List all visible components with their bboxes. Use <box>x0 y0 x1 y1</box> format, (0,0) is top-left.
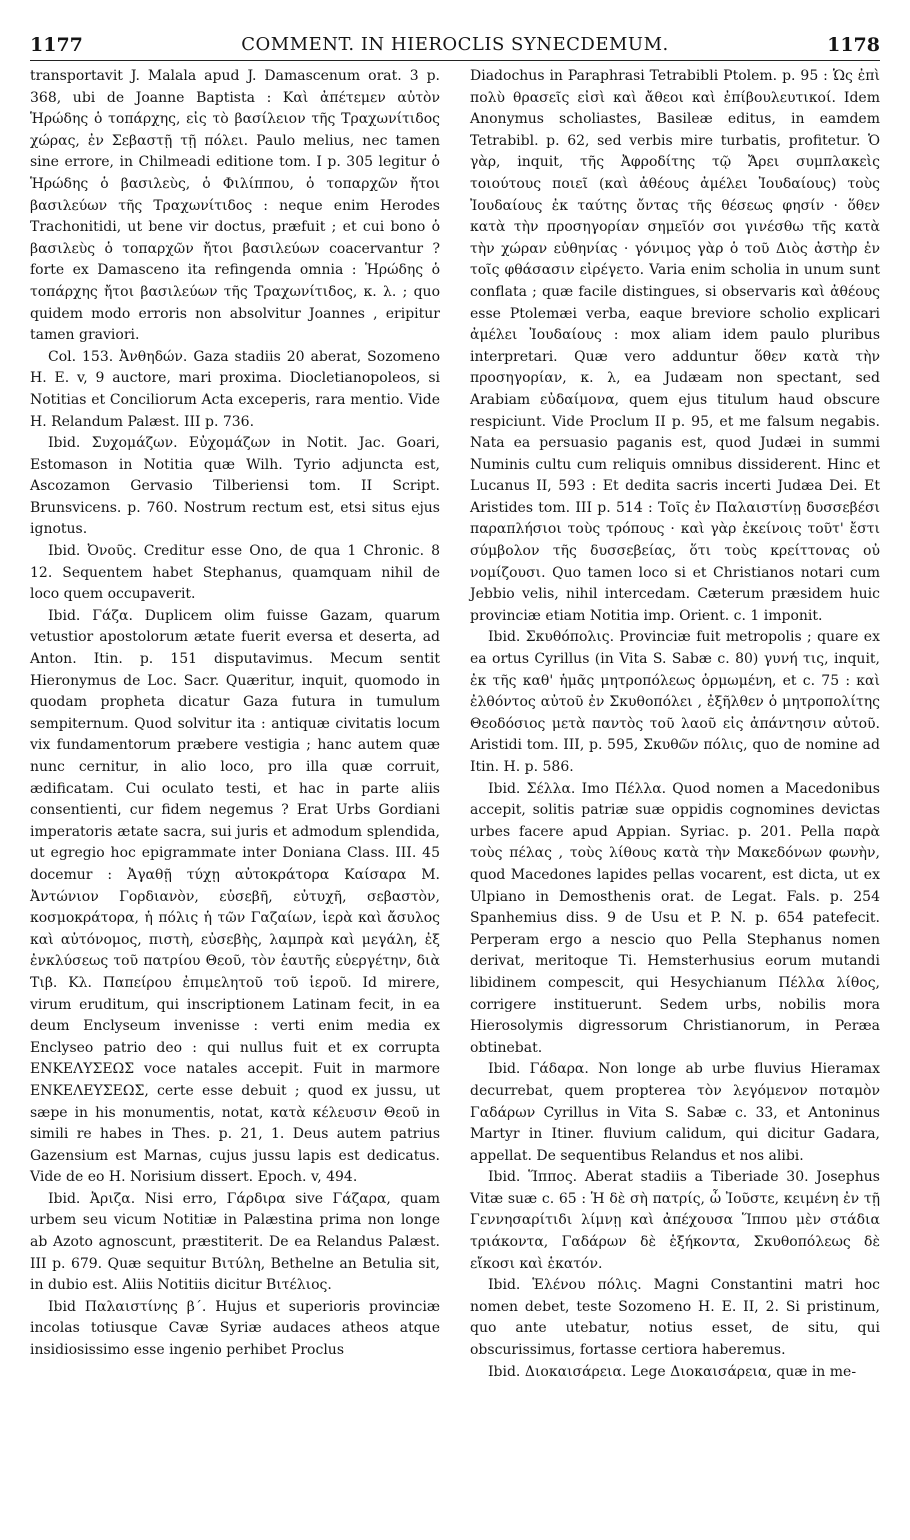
right-column <box>470 66 880 1383</box>
page-number-right: 1178 <box>827 34 880 56</box>
paragraph: Ibid. Διοκαισάρεια. Lege Διοκαισάρεια, quæ in me- <box>488 1363 857 1380</box>
page-number-left: 1177 <box>30 34 83 56</box>
paragraph: Ibid. Ἑλένου πόλις. Magni Constantini matri hoc nomen debet, teste Sozomeno H. E. II, 2. Si pristinum, quo ante utebatur, notius esset, de situ, qui obscurissimus, fortasse certiora haberemus. <box>470 1277 880 1359</box>
paragraph: Col. 153. Ἀνθηδών. Gaza stadiis 20 aberat, Sozomeno H. E. v, 9 auctore, mari proxima. Diocletianopoleos, si Notitias et Conciliorum Acta exceperis, rara mentio. Vide H. Relandum Palæst. III p. 736. <box>30 348 440 430</box>
paragraph: Ibid. Ἵππος. Aberat stadiis a Tiberiade 30. Josephus Vitæ suæ c. 65 : Ἡ δὲ σὴ πατρίς, ὦ Ἰοῦστε, κειμένη ἐν τῇ Γεννησαρίτιδι λίμνῃ καὶ ἀπέχουσα Ἵππου μὲν στάδια τριάκοντα, Γαδάρων δὲ ἑξήκοντα, Σκυθοπόλεως δὲ εἴκοσι καὶ ἑκατόν. <box>470 1169 880 1272</box>
paragraph: Ibid. Γάζα. Duplicem olim fuisse Gazam, quarum vetustior apostolorum ætate fuerit eversa et deserta, ad Anton. Itin. p. 151 disputavimus. Mecum sentit Hieronymus de Loc. Sacr. Quæritur, inquit, quomodo in quodam propheta dicatur Gaza futura in tumulum sempiternum. Quod solvitur ita : antiquæ civitatis locum vix fundamentorum præbere vestigia ; hanc autem quæ nunc cernitur, in alio loco, pro illa quæ corruit, ædificatam. Cui oculato testi, et hac in parte aliis consentienti, cur fidem negemus ? Erat Urbs Gordiani imperatoris ætate sacra, sui juris et admodum splendida, ut egregio hoc epigrammate inter Doniana Class. III. 45 docemur : Ἀγαθῇ τύχῃ αὐτοκράτορα Καίσαρα Μ. Ἀντώνιον Γορδιανὸν, εὐσεβῆ, εὐτυχῆ, σεβαστὸν, κοσμοκράτορα, ἡ πόλις ἡ τῶν Γαζαίων, ἱερὰ καὶ ἄσυλος καὶ αὐτόνομος, πιστὴ, εὐσεβὴς, λαμπρὰ καὶ μεγάλη, ἐξ ἐνκλύσεως τοῦ πατρίου Θεοῦ, τὸν ἑαυτῆς εὐεργέτην, διὰ Τιβ. Κλ. Παπείρου ἐπιμελητοῦ τοῦ ἱεροῦ. Id mirere, virum eruditum, qui inscriptionem Latinam fecit, in ea deum Enclyseum invenisse : verti enim media ex Enclyseo patrio deo : qui nullus fuit et ex corrupta ΕΝΚΕΛΥΣΕΩΣ voce natales accepit. Fuit in marmore ΕΝΚΕΛΕΥΣΕΩΣ, certe esse debuit ; quod ex jussu, ut sæpe in his monumentis, notat, κατὰ κέλευσιν Θεοῦ in simili re habes in Thes. p. 21, 1. Deus autem patrius Gazensium est Marnas, cujus jussu lapis est dedicatus. Vide de eo H. Norisium dissert. Epoch. v, 494. <box>30 607 440 1186</box>
paragraph: Ibid Παλαιστίνης β΄. Hujus et superioris provinciæ incolas totiusque Cavæ Syriæ audaces atheos atque insidiosissimo esse ingenio perhibet Proclus <box>30 1298 440 1359</box>
paragraph: Ibid. Γάδαρα. Non longe ab urbe fluvius Hieramax decurrebat, quem propterea τὸν λεγόμενον ποταμὸν Γαδάρων Cyrillus in Vita S. Sabæ c. 33, et Antoninus Martyr in Itiner. fluvium calidum, qui dicitur Gadara, appellat. De sequentibus Relandus et nos alibi. <box>470 1061 880 1164</box>
paragraph: Ibid. Ὀνοῦς. Creditur esse Ono, de qua 1 Chronic. 8 12. Sequentem habet Stephanus, quamquam nihil de loco quem occupaverit. <box>30 543 440 603</box>
running-title: COMMENT. IN HIEROCLIS SYNECDEMUM. <box>241 34 669 55</box>
running-header <box>30 30 880 61</box>
left-column <box>30 66 440 1362</box>
paragraph: Ibid. Σκυθόπολις. Provinciæ fuit metropolis ; quare ex ea ortus Cyrillus (in Vita S. Sabæ c. 80) γυνή τις, inquit, ἐκ τῆς καθ' ἡμᾶς μητροπόλεως ὁρμωμένη, et c. 75 : καὶ ἐλθόντος αὐτοῦ ἐν Σκυθοπόλει , ἐξῆλθεν ὁ μητροπολίτης Θεοδόσιος μετὰ παντὸς τοῦ λαοῦ εἰς ἀπάντησιν αὐτοῦ. Aristidi tom. III, p. 595, Σκυθῶν πόλις, quo de nomine ad Itin. H. p. 586. <box>470 629 880 775</box>
paragraph: transportavit J. Malala apud J. Damascenum orat. 3 p. 368, ubi de Joanne Baptista : Καὶ ἀπέτεμεν αὐτὸν Ἡρώδης ὁ τοπάρχης, εἰς τὸ βασίλειον τῆς Τραχωνίτιδος χώρας, ἐν Σεβαστῇ τῇ πόλει. Paulo melius, nec tamen sine errore, in Chilmeadi editione tom. I p. 305 legitur ὁ Ἡρώδης ὁ βασιλεὺς, ὁ Φιλίππου, ὁ τοπαρχῶν ἤτοι βασιλεύων τῆς Τραχωνίτιδος : neque enim Herodes Trachonitidi, ut bene vir doctus, præfuit ; et cui bono ὁ βασιλεὺς ὁ τοπαρχῶν ἤτοι βασιλεύων coacervantur ? forte ex Damasceno ita refingenda omnia : Ἡρώδης ὁ τοπάρχης ἤτοι βασιλεύων τῆς Τραχωνίτιδος, κ. λ. ; quo quidem modo erroris non absolvitur Joannes , eripitur tamen graviori. <box>30 68 440 344</box>
paragraph: Ibid. Ἀριζα. Nisi erro, Γάρδιρα sive Γάζαρα, quam urbem seu vicum Notitiæ in Palæstina prima non longe ab Azoto agnoscunt, præstiterit. De ea Relandus Palæst. III p. 679. Quæ sequitur Βιτύλη, Bethelne an Betulia sit, in dubio est. Aliis Notitiis dicitur Βιτέλιος. <box>30 1190 440 1294</box>
paragraph: Diadochus in Paraphrasi Tetrabibli Ptolem. p. 95 : Ὡς ἐπὶ πολὺ θρασεῖς εἰσὶ καὶ ἄθεοι καὶ ἐπίβουλευτικοί. Idem Anonymus scholiastes, Basileæ editus, in eamdem Tetrabibl. p. 62, sed verbis mire turbatis, profitetur. Ὁ γὰρ, inquit, τῆς Ἀφροδίτης τῷ Ἄρει συμπλακεὶς τοιούτους ποιεῖ (καὶ ἀθέους ἀμέλει Ἰουδαίους) τοὺς Ἰουδαίους ἐκ ταύτης ὄντας τῆς θέσεως φησίν · ὅθεν κατὰ τὴν προσηγορίαν σημεῖόν σοι γινέσθω τῆς κατὰ τὴν χώραν εὐθηνίας · γόνιμος γὰρ ὁ τοῦ Διὸς ἀστὴρ ἐν τοῖς φθάσασιν εἰρέγετο. Varia enim scholia in unum sunt conflata ; quæ facile distingues, si observaris καὶ ἀθέους esse Ptolemæi verba, eaque breviore scholio explicari ἀμέλει Ἰουδαίους : mox aliam idem paulo pluribus interpretari. Quæ vero adduntur ὅθεν κατὰ τὴν προσηγορίαν, κ. λ, ea Judæam non spectant, sed Arabiam εὐδαίμονα, quem ejus titulum haud obscure respiciunt. Vide Proclum II p. 95, et me falsum negabis. Nata ea persuasio paganis est, quod Judæi in summi Numinis cultu cum reliquis omnibus dissiderent. Hinc et Lucanus II, 593 : Et dedita sacris incerti Judæa Dei. Et Aristides tom. III p. 514 : Τοῖς ἐν Παλαιστίνῃ δυσσεβέσι παραπλήσιοι τοὺς τρόπους · καὶ γὰρ ἐκείνοις τοῦτ' ἔστι σύμβολον τῆς δυσσεβείας, ὅτι τοὺς κρείττονας οὐ νομίζουσι. Quo tamen loco si et Christianos notari cum Jebbio velis, nihil intercedam. Cæterum præsidem huic provinciæ etiam Notitia imp. Orient. c. 1 imponit. <box>470 68 880 624</box>
paragraph: Ibid. Συχομάζων. Εὐχομάζων in Notit. Jac. Goari, Estomason in Notitia quæ Wilh. Tyrio adjuncta est, Ascozamon Gervasio Tilberiensi tom. II Script. Brunsvicens. p. 760. Nostrum rectum est, etsi situs ejus ignotus. <box>30 435 440 538</box>
paragraph: Ibid. Σέλλα. Imo Πέλλα. Quod nomen a Macedonibus accepit, solitis patriæ suæ oppidis cognomines devictas urbes facere apud Appian. Syriac. p. 201. Pella παρὰ τοὺς πέλας , τοὺς λίθους κατὰ τὴν Μακεδόνων φωνὴν, quod Macedones lapides pellas vocarent, est dicta, ut ex Ulpiano in Demosthenis orat. de Legat. Fals. p. 254 Spanhemius diss. 9 de Usu et P. N. p. 654 patefecit. Perperam ergo a nescio quo Pella Stephanus nomen derivat, meritoque Ti. Hemsterhusius eorum mutandi libidinem compescit, qui Hesychianum Πέλλα λίθος, corrigere instituerunt. Sedem urbs, nobilis mora Hierosolymis digressorum Christianorum, in Peræa obtinebat. <box>470 780 880 1056</box>
